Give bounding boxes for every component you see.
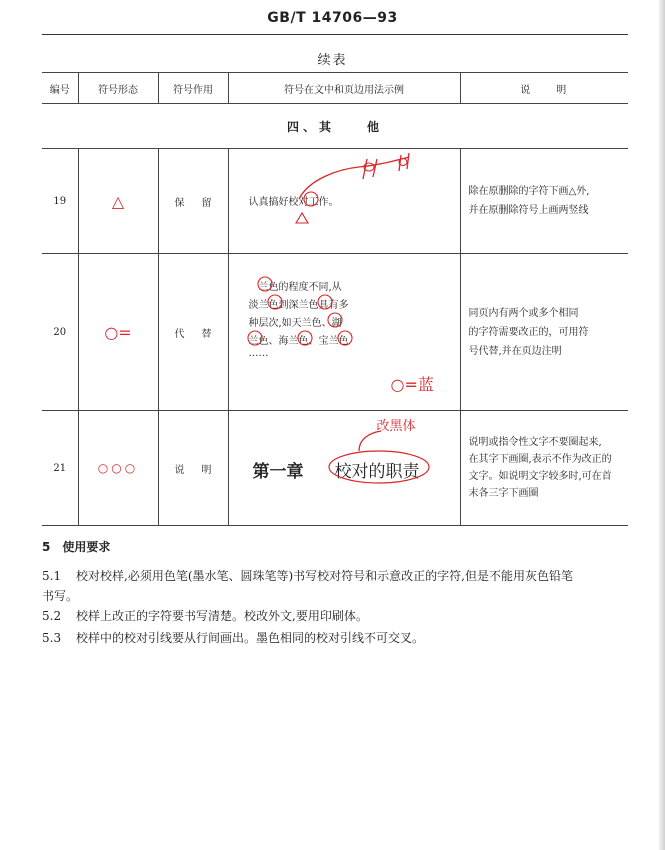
- example-text: 认真搞好校对工作。: [248, 197, 339, 208]
- usage-example: [228, 254, 460, 411]
- description: [460, 254, 628, 411]
- example-line: 兰色的程度不同,从: [258, 282, 342, 293]
- table-row: [42, 254, 628, 411]
- col-header-number: 编号: [42, 73, 78, 104]
- note-line: 在其字下画圈,表示不作为改正的: [468, 454, 612, 465]
- table-row: [42, 149, 628, 254]
- note-line: 除在原删除的字符下画△外,: [468, 186, 590, 197]
- table-header-row: [42, 73, 628, 104]
- section-title: 四、其 他: [42, 104, 628, 149]
- explain-symbol: ○○○: [78, 411, 158, 526]
- retain-mark-drawing: [229, 149, 461, 253]
- description: [460, 411, 628, 526]
- note-line: 说明或指令性文字不要圈起来,: [468, 437, 602, 448]
- row-number: 19: [42, 149, 78, 254]
- note-line: 号代替,并在页边注明: [468, 345, 562, 357]
- clause-5-3: [42, 628, 642, 648]
- clause-5-1-continuation: 书写。: [42, 589, 79, 603]
- function-char: 替: [201, 328, 212, 340]
- example-line: 淡兰色到深兰色具有多: [248, 300, 349, 311]
- table-continued-title: 续表: [317, 53, 348, 68]
- symbol-function: [158, 411, 228, 526]
- function-char: 说: [174, 464, 185, 476]
- replace-symbol: ○=: [78, 254, 158, 411]
- circled-heading: 校对的职责: [334, 462, 420, 482]
- section-row-other: [42, 104, 628, 149]
- note-line: 末各三字下画圈: [468, 488, 539, 499]
- symbol-function: [158, 254, 228, 411]
- function-char: 保: [174, 197, 185, 209]
- row-number: 20: [42, 254, 78, 411]
- clause-number: 5.1: [42, 569, 62, 583]
- bold-font-instruction: 改黑体: [376, 419, 416, 434]
- col-header-symbol-form: 符号形态: [78, 73, 158, 104]
- clause-text: 校样上改正的字符要书写清楚。校改外文,要用印刷体。: [76, 609, 368, 623]
- example-line: 兰色、海兰色、宝兰色: [248, 336, 349, 347]
- clause-number: 5.3: [42, 631, 62, 645]
- clause-5-2: [42, 606, 642, 626]
- col-header-usage-example: 符号在文中和页边用法示例: [228, 73, 460, 104]
- clause-text: 校样中的校对引线要从行间画出。墨色相同的校对引线不可交叉。: [76, 631, 425, 645]
- table-row: [42, 411, 628, 526]
- usage-example: [228, 411, 460, 526]
- usage-example: [228, 149, 460, 254]
- example-line: ……: [248, 348, 269, 359]
- margin-replacement-note: ○=蓝: [390, 375, 434, 394]
- standard-code: GB/T 14706—93: [267, 10, 398, 26]
- function-char: 留: [201, 197, 212, 209]
- note-line: 的字符需要改正的，可用符: [468, 326, 589, 338]
- note-line: 文字。如说明文字较多时,可在首: [468, 471, 612, 482]
- example-line: 种层次,如天兰色、湖: [248, 318, 342, 329]
- chapter-heading: 第一章: [252, 462, 304, 482]
- symbol-function: [158, 149, 228, 254]
- function-char: 代: [174, 328, 185, 340]
- clause-text: 校对校样,必须用色笔(墨水笔、圆珠笔等)书写校对符号和示意改正的字符,但是不能用灰色铅笔: [76, 569, 573, 583]
- function-char: 明: [201, 464, 212, 476]
- description: [460, 149, 628, 254]
- col-header-description: 说 明: [460, 73, 628, 104]
- col-header-symbol-function: 符号作用: [158, 73, 228, 104]
- note-line: 同页内有两个或多个相同: [468, 307, 579, 319]
- section-5-heading: 5 使用要求: [42, 540, 111, 554]
- page-edge: [659, 0, 665, 850]
- explain-mark-drawing: [229, 411, 461, 525]
- clause-number: 5.2: [42, 609, 62, 623]
- row-number: 21: [42, 411, 78, 526]
- clause-5-1: [42, 566, 642, 586]
- retain-symbol: △: [78, 149, 158, 254]
- header-rule: [42, 34, 628, 35]
- proofreading-symbol-table: [42, 72, 628, 526]
- note-line: 并在原删除符号上画两竖线: [468, 205, 589, 216]
